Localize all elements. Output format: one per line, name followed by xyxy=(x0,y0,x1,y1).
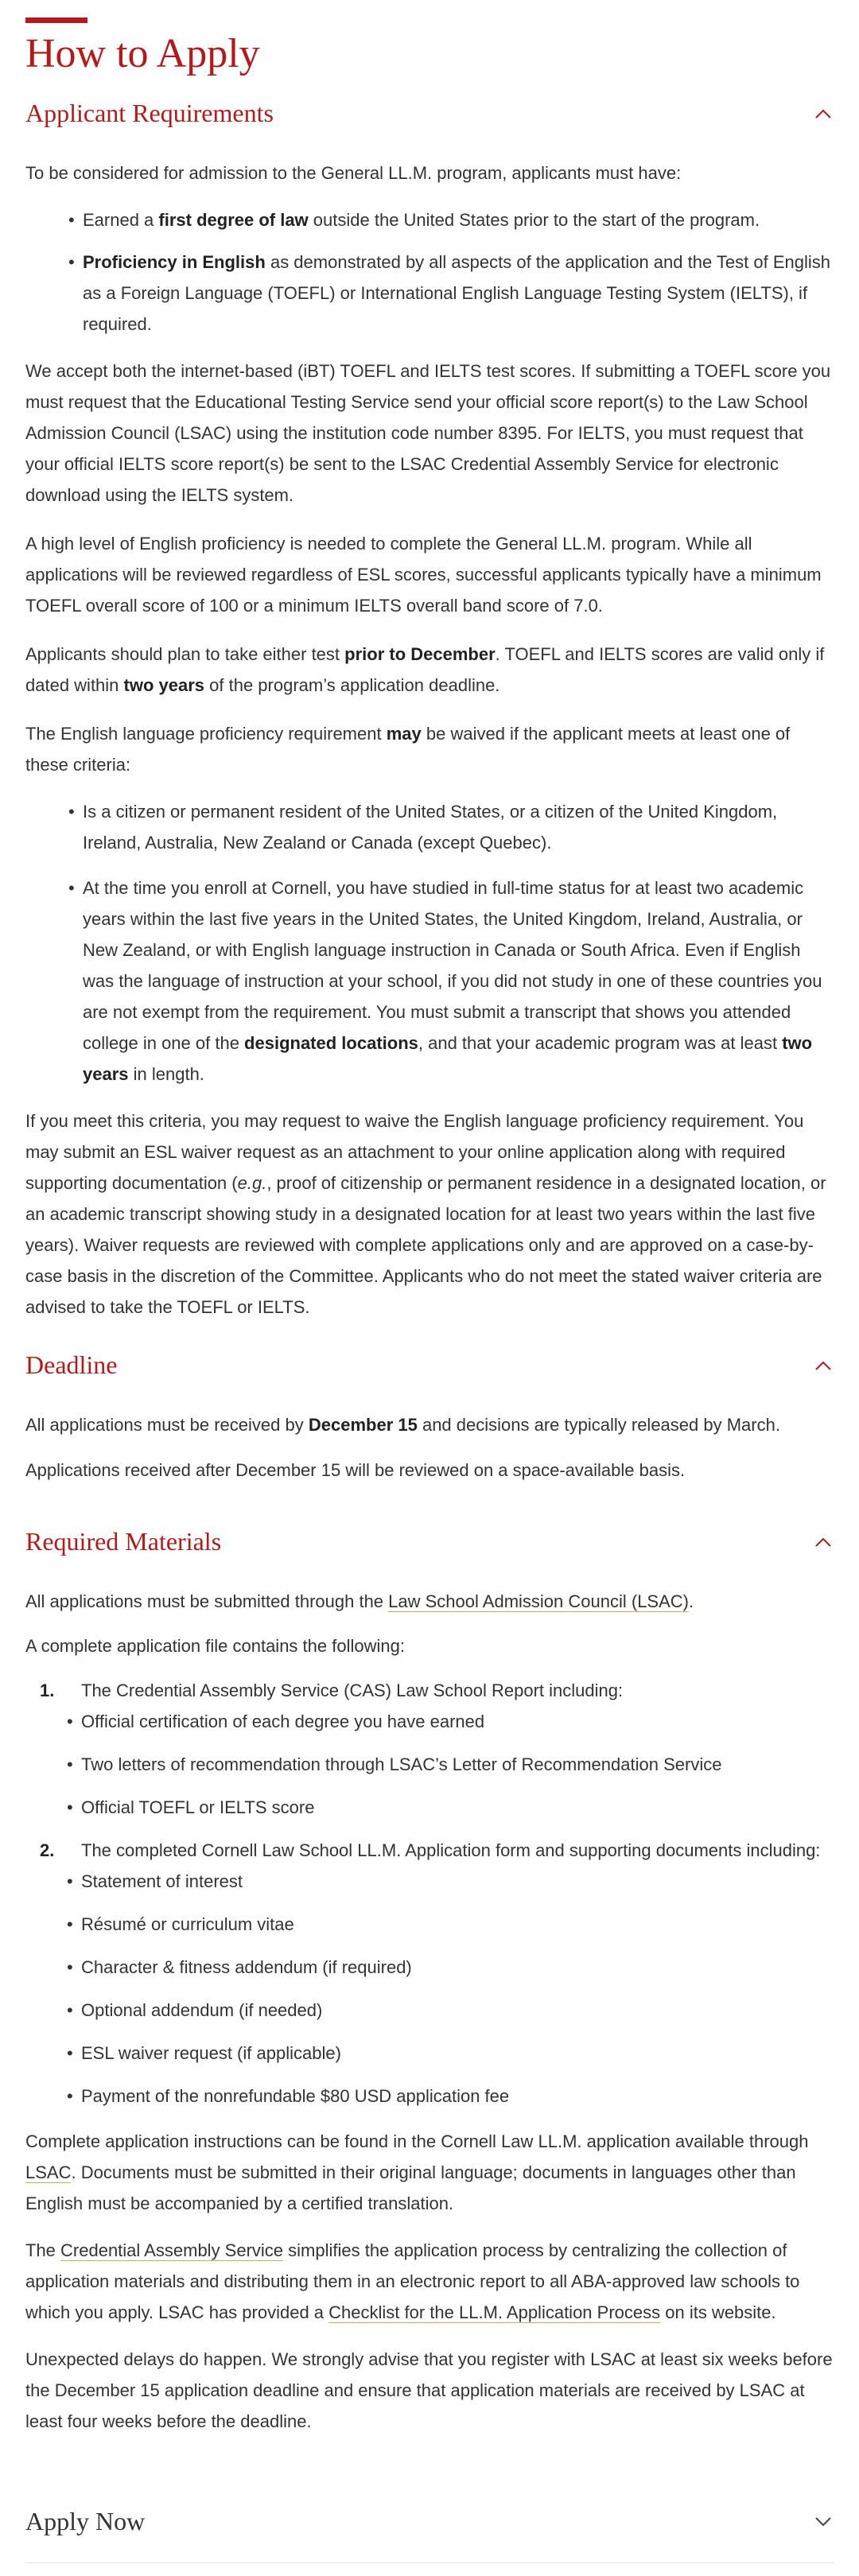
list-number: 2. xyxy=(40,1840,55,1860)
proficiency-paragraph: A high level of English proficiency is needed to complete the General LL.M. program. While all applications will be reviewed regardless of ESL scores, successful applicants typically have a minimum TOEFL overall score of 100 or a minimum IELTS overall band score of 7.0. xyxy=(25,534,822,616)
test-timing-paragraph: Applicants should plan to take either test prior to December. TOEFL and IELTS scores are valid only if dated within two years of the program’s application deadline. xyxy=(25,644,825,695)
list-item: • Earned a first degree of law outside the United States prior to the start of the program. xyxy=(25,204,834,235)
accordion-deadline[interactable] xyxy=(25,1350,834,1380)
list-item: 2. The completed Cornell Law School LL.M. Application form and supporting documents including: • Statement of interest • Résumé or curriculum vitae • Character & fitness addendum (if required) • Optional addendum (if needed) • ESL waiver request (if applicable) • Payment of the nonrefundable $80 USD application fee xyxy=(25,1835,834,2112)
late-applications-paragraph: Applications received after December 15 will be reviewed on a space-available basis. xyxy=(25,1460,686,1480)
section-title-apply: Apply Now xyxy=(25,2507,146,2535)
deadline-content xyxy=(25,1409,834,1486)
materials-list xyxy=(25,1675,834,2112)
cas-paragraph: The Credential Assembly Service simplifies the application process by centralizing the collection of application materials and distributing them in an electronic report to all ABA-approved law schools to which you apply. LSAC has provided a Checklist for the LL.M. Application Process on its website. xyxy=(25,2240,800,2322)
accordion-apply-now[interactable] xyxy=(25,2507,834,2536)
deadline-paragraph: All applications must be received by December 15 and decisions are typically released by March. xyxy=(25,1415,780,1435)
chevron-up-icon[interactable] xyxy=(813,1532,834,1552)
tests-paragraph: We accept both the internet-based (iBT) TOEFL and IELTS test scores. If submitting a TOEFL score you must request that the Educational Testing Service send your official score report(s) to the Law School Admission Council (LSAC) using the institution code number 8395. For IELTS, you must request that your official IELTS score report(s) be sent to the LSAC Credential Assembly Service for electronic download using the IELTS system. xyxy=(25,361,831,505)
accordion-applicant-requirements[interactable] xyxy=(25,99,834,128)
list-item: • Two letters of recommendation through LSAC’s Letter of Recommendation Service xyxy=(25,1749,834,1780)
list-item: • Official certification of each degree you have earned xyxy=(25,1706,834,1737)
accordion-required-materials[interactable] xyxy=(25,1527,834,1556)
materials-intro: All applications must be submitted through the Law School Admission Council (LSAC). xyxy=(25,1591,694,1611)
lsac-link-2[interactable]: LSAC xyxy=(25,2162,72,2182)
section-title-deadline: Deadline xyxy=(25,1350,118,1379)
application-form-sublist xyxy=(25,1866,834,2112)
file-contents-paragraph: A complete application file contains the following: xyxy=(25,1636,405,1656)
list-item: • Payment of the nonrefundable $80 USD application fee xyxy=(25,2081,834,2112)
list-item: • Character & fitness addendum (if required) xyxy=(25,1952,834,1983)
list-item: • Proficiency in English as demonstrated by all aspects of the application and the Test of English as a Foreign Language (TOEFL) or International English Language Testing System (IELTS), if required. xyxy=(25,247,834,340)
list-item: • Résumé or curriculum vitae xyxy=(25,1909,834,1940)
delays-paragraph: Unexpected delays do happen. We strongly advise that you register with LSAC at least six weeks before the December 15 application deadline and ensure that application materials are received by LSAC at least four weeks before the deadline. xyxy=(25,2349,833,2431)
chevron-up-icon[interactable] xyxy=(813,1355,834,1376)
instructions-paragraph: Complete application instructions can be found in the Cornell Law LL.M. application available through LSAC. Documents must be submitted in their original language; documents in languages other than English must be accompanied by a certified translation. xyxy=(25,2131,809,2213)
section-title-materials: Required Materials xyxy=(25,1527,222,1556)
requirements-list xyxy=(25,204,834,340)
list-item: • At the time you enroll at Cornell, you have studied in full-time status for at least two academic years within the last five years in the United States, the United Kingdom, Ireland, Australia, or New Zealand, or with English language instruction in Canada or South Africa. Even if English was the language of instruction at your school, if you did not study in one of these countries you are not exempt from the requirement. You must submit a transcript that shows you attended college in one of the designated locations, and that your academic program was at least two years in length. xyxy=(25,872,834,1090)
list-number: 1. xyxy=(40,1680,55,1700)
chevron-down-icon[interactable] xyxy=(813,2512,834,2532)
requirements-intro: To be considered for admission to the General LL.M. program, applicants must have: xyxy=(25,163,682,183)
title-accent-rule xyxy=(25,17,87,23)
list-item: • Official TOEFL or IELTS score xyxy=(25,1792,834,1823)
list-item: • Statement of interest xyxy=(25,1866,834,1897)
credential-assembly-service-link[interactable]: Credential Assembly Service xyxy=(60,2240,284,2260)
cas-report-sublist xyxy=(25,1706,834,1823)
apply-now-divider xyxy=(25,2562,834,2563)
lsac-link[interactable]: Law School Admission Council (LSAC) xyxy=(388,1591,689,1611)
waiver-intro-paragraph: The English language proficiency requirement may be waived if the applicant meets at least one of these criteria: xyxy=(25,724,791,775)
list-item: • ESL waiver request (if applicable) xyxy=(25,2038,834,2069)
chevron-up-icon[interactable] xyxy=(813,103,834,124)
waiver-request-paragraph: If you meet this criteria, you may request to waive the English language proficiency requirement. You may submit an ESL waiver request as an attachment to your online application along with required supporting documentation (e.g., proof of citizenship or permanent residence in a designated location, or an academic transcript showing study in a designated location for at least two years within the last five years). Waiver requests are reviewed with complete applications only and are approved on a case-by-case basis in the discretion of the Committee. Applicants who do not meet the stated waiver criteria are advised to take the TOEFL or IELTS. xyxy=(25,1111,826,1317)
llm-checklist-link[interactable]: Checklist for the LL.M. Application Process xyxy=(328,2302,661,2322)
materials-content xyxy=(25,1586,834,2437)
list-item: • Optional addendum (if needed) xyxy=(25,1995,834,2026)
waiver-criteria-list xyxy=(25,796,834,1090)
requirements-content xyxy=(25,157,834,1323)
section-title-requirements: Applicant Requirements xyxy=(25,99,274,127)
page-title: How to Apply xyxy=(25,31,260,76)
list-item: • Is a citizen or permanent resident of the United States, or a citizen of the United Kingdom, Ireland, Australia, New Zealand or Canada (except Quebec). xyxy=(25,796,834,858)
list-item: 1. The Credential Assembly Service (CAS) Law School Report including: • Official certification of each degree you have earned • Two letters of recommendation through LSAC’s Letter of Recommendation Service • Official TOEFL or IELTS score xyxy=(25,1675,834,1823)
